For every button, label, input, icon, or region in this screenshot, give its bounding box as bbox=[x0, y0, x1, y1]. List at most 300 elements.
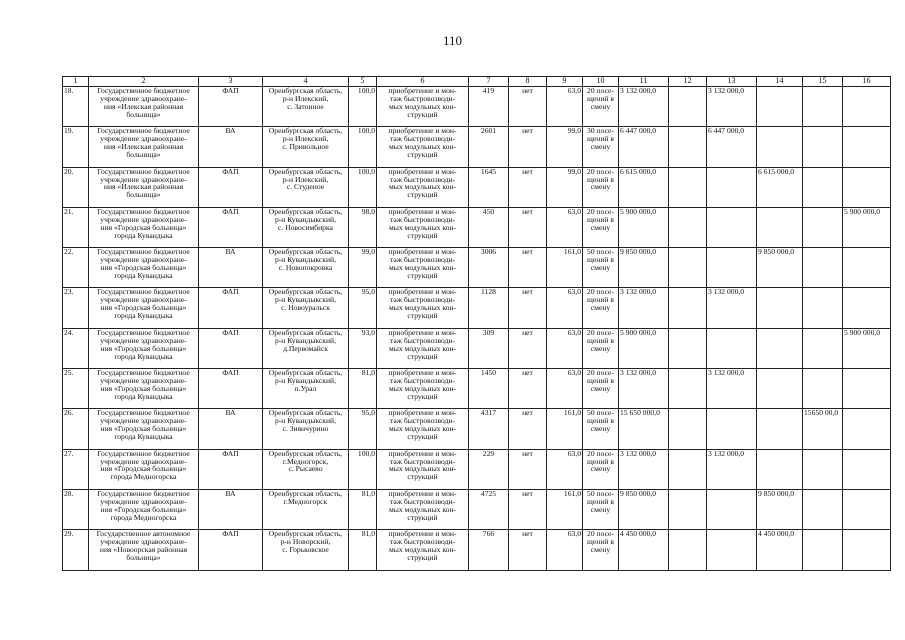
planned-action-line: таж быстровозводи- bbox=[389, 255, 456, 265]
amount-col-15 bbox=[803, 530, 843, 570]
amount-col-15: 15650 00,0 bbox=[803, 409, 843, 449]
facility-location bbox=[263, 167, 349, 207]
facility-type: ФАП bbox=[199, 369, 263, 409]
facility-location-line: р-н Кувандыкский, bbox=[274, 375, 337, 385]
capacity-line: 50 посе- bbox=[587, 489, 614, 498]
facility-location-line: Оренбургская область, bbox=[268, 287, 343, 297]
planned-action-line: мых модульных кон- bbox=[388, 263, 457, 272]
facility-location-line: р-н Илекский, bbox=[282, 134, 329, 144]
amount-col-15 bbox=[803, 449, 843, 489]
population: 309 bbox=[469, 328, 509, 368]
organization-name-line: ния «Городская больница» bbox=[100, 504, 187, 514]
availability: нет bbox=[509, 489, 547, 529]
amount-col-14 bbox=[757, 288, 803, 328]
capacity-line: 20 посе- bbox=[587, 167, 614, 176]
column-number-8: 8 bbox=[509, 77, 547, 87]
amount-col-12 bbox=[669, 369, 707, 409]
amount-col-14 bbox=[757, 127, 803, 167]
planned-action-line: струкций bbox=[407, 552, 438, 562]
organization-name bbox=[89, 489, 199, 529]
planned-action-line: струкций bbox=[407, 190, 438, 200]
capacity bbox=[583, 328, 619, 368]
capacity bbox=[583, 127, 619, 167]
organization-name bbox=[89, 288, 199, 328]
capacity-line: 20 посе- bbox=[587, 207, 614, 216]
planned-action-line: мых модульных кон- bbox=[388, 101, 457, 111]
page-number: 110 bbox=[442, 33, 463, 48]
organization-name-line: города Кувандыка bbox=[114, 230, 173, 240]
amount-col-12 bbox=[669, 409, 707, 449]
facility-location-line: с. Затонное bbox=[287, 101, 324, 111]
facility-location-line: с. Новопокровка bbox=[278, 263, 333, 272]
facility-location-line: Оренбургская область, bbox=[268, 247, 343, 257]
wear-percent: 100,0 bbox=[349, 127, 377, 167]
planned-action bbox=[377, 167, 469, 207]
facility-area: 63,0 bbox=[547, 328, 583, 368]
planned-action-line: мых модульных кон- bbox=[388, 464, 457, 474]
column-number-6: 6 bbox=[377, 77, 469, 87]
facility-location bbox=[263, 248, 349, 288]
amount-total: 6 615 000,0 bbox=[619, 167, 669, 207]
capacity-line: 30 посе- bbox=[587, 126, 614, 136]
capacity-line: щений в bbox=[587, 174, 614, 184]
planned-action-line: мых модульных кон- bbox=[388, 222, 457, 232]
population: 1645 bbox=[469, 167, 509, 207]
column-number-9: 9 bbox=[547, 77, 583, 87]
organization-name-line: учреждение здравоохране- bbox=[100, 335, 187, 345]
population: 4317 bbox=[469, 409, 509, 449]
planned-action-line: приобретение и мон- bbox=[388, 167, 457, 176]
organization-name-line: учреждение здравоохране- bbox=[100, 295, 187, 305]
planned-action-line: таж быстровозводи- bbox=[389, 335, 456, 345]
capacity-line: щений в bbox=[587, 375, 614, 385]
column-number-14: 14 bbox=[757, 77, 803, 87]
facility-location bbox=[263, 369, 349, 409]
organization-name-line: учреждение здравоохране- bbox=[100, 416, 187, 426]
facility-location bbox=[263, 288, 349, 328]
amount-col-14: 6 615 000,0 bbox=[757, 167, 803, 207]
table-row bbox=[63, 530, 891, 570]
capacity-line: смену bbox=[590, 383, 611, 393]
organization-name-line: ния «Илекская районная bbox=[103, 182, 184, 192]
facility-location bbox=[263, 530, 349, 570]
row-number: 21. bbox=[63, 207, 89, 247]
organization-name-line: Государственное бюджетное bbox=[97, 287, 190, 297]
organization-name-line: учреждение здравоохране- bbox=[100, 93, 187, 103]
capacity-line: смену bbox=[590, 343, 611, 353]
organization-name-line: больница» bbox=[126, 190, 161, 200]
planned-action-line: приобретение и мон- bbox=[388, 449, 457, 458]
facility-type: ВА bbox=[199, 489, 263, 529]
table-row bbox=[63, 449, 891, 489]
planned-action-line: мых модульных кон- bbox=[388, 343, 457, 353]
amount-col-16 bbox=[843, 87, 891, 127]
planned-action-line: струкций bbox=[407, 391, 438, 401]
capacity-line: смену bbox=[590, 222, 611, 232]
planned-action-line: приобретение и мон- bbox=[388, 328, 457, 337]
amount-total: 6 447 000,0 bbox=[619, 127, 669, 167]
planned-action bbox=[377, 87, 469, 127]
amount-col-12 bbox=[669, 248, 707, 288]
planned-action-line: струкций bbox=[407, 311, 438, 321]
amount-col-13 bbox=[707, 489, 757, 529]
facility-location-line: с. Зиянчурино bbox=[282, 424, 329, 434]
column-number-10: 10 bbox=[583, 77, 619, 87]
facility-area: 63,0 bbox=[547, 288, 583, 328]
capacity-line: щений в bbox=[587, 93, 614, 103]
organization-name-line: учреждение здравоохране- bbox=[100, 496, 187, 506]
amount-col-13 bbox=[707, 409, 757, 449]
population: 4725 bbox=[469, 489, 509, 529]
wear-percent: 93,0 bbox=[349, 328, 377, 368]
facility-location bbox=[263, 409, 349, 449]
availability: нет bbox=[509, 409, 547, 449]
facility-area: 161,0 bbox=[547, 489, 583, 529]
availability: нет bbox=[509, 207, 547, 247]
organization-name bbox=[89, 449, 199, 489]
planned-action-line: струкций bbox=[407, 432, 438, 442]
capacity-line: щений в bbox=[587, 214, 614, 224]
facility-type: ВА bbox=[199, 409, 263, 449]
capacity-line: щений в bbox=[587, 416, 614, 426]
amount-col-15 bbox=[803, 369, 843, 409]
table-row bbox=[63, 489, 891, 529]
amount-col-13: 3 132 000,0 bbox=[707, 369, 757, 409]
organization-name-line: ния «Городская больница» bbox=[100, 263, 187, 272]
amount-total: 15 650 000,0 bbox=[619, 409, 669, 449]
facility-location bbox=[263, 207, 349, 247]
wear-percent: 100,0 bbox=[349, 449, 377, 489]
population: 766 bbox=[469, 530, 509, 570]
organization-name-line: города Кувандыка bbox=[114, 391, 173, 401]
planned-action bbox=[377, 409, 469, 449]
facility-type: ВА bbox=[199, 248, 263, 288]
availability: нет bbox=[509, 449, 547, 489]
table-row bbox=[63, 87, 891, 127]
amount-total: 9 850 000,0 bbox=[619, 248, 669, 288]
table-row bbox=[63, 328, 891, 368]
capacity bbox=[583, 207, 619, 247]
availability: нет bbox=[509, 530, 547, 570]
amount-col-14 bbox=[757, 207, 803, 247]
capacity bbox=[583, 288, 619, 328]
column-number-5: 5 bbox=[349, 77, 377, 87]
facility-location-line: Оренбургская область, bbox=[268, 529, 343, 539]
amount-total: 5 900 000,0 bbox=[619, 328, 669, 368]
facility-location bbox=[263, 449, 349, 489]
facility-type: ФАП bbox=[199, 167, 263, 207]
organization-name-line: учреждение здравоохране- bbox=[100, 174, 187, 184]
capacity-line: смену bbox=[590, 464, 611, 474]
planned-action bbox=[377, 127, 469, 167]
availability: нет bbox=[509, 167, 547, 207]
planned-action-line: таж быстровозводи- bbox=[389, 456, 456, 466]
capacity-line: 50 посе- bbox=[587, 247, 614, 257]
planned-action bbox=[377, 449, 469, 489]
organization-name-line: ния «Городская больница» bbox=[100, 222, 187, 232]
capacity-line: 50 посе- bbox=[587, 408, 614, 418]
planned-action-line: таж быстровозводи- bbox=[389, 537, 456, 547]
capacity-line: 20 посе- bbox=[587, 328, 614, 337]
organization-name-line: ния «Городская больница» bbox=[100, 424, 187, 434]
amount-col-13: 3 132 000,0 bbox=[707, 288, 757, 328]
capacity-line: щений в bbox=[587, 295, 614, 305]
facility-location-line: Оренбургская область, bbox=[268, 449, 343, 458]
wear-percent: 81,0 bbox=[349, 489, 377, 529]
amount-col-14: 9 850 000,0 bbox=[757, 489, 803, 529]
facility-location-line: д.Первомайск bbox=[283, 343, 328, 353]
organization-name-line: города Кувандыка bbox=[114, 270, 173, 280]
amount-total: 3 132 000,0 bbox=[619, 449, 669, 489]
capacity-line: смену bbox=[590, 424, 611, 434]
amount-col-14 bbox=[757, 369, 803, 409]
amount-col-16 bbox=[843, 127, 891, 167]
facility-location-line: с. Новоуральск bbox=[281, 303, 330, 313]
amount-total: 3 132 000,0 bbox=[619, 369, 669, 409]
population: 2601 bbox=[469, 127, 509, 167]
facility-type: ФАП bbox=[199, 530, 263, 570]
organization-name-line: ния «Илекская районная bbox=[103, 101, 184, 111]
organization-name-line: Государственное бюджетное bbox=[97, 247, 190, 257]
capacity-line: 20 посе- bbox=[587, 449, 614, 458]
column-number-15: 15 bbox=[803, 77, 843, 87]
planned-action-line: таж быстровозводи- bbox=[389, 416, 456, 426]
capacity bbox=[583, 87, 619, 127]
wear-percent: 99,0 bbox=[349, 248, 377, 288]
availability: нет bbox=[509, 127, 547, 167]
planned-action-line: мых модульных кон- bbox=[388, 424, 457, 434]
planned-action-line: таж быстровозводи- bbox=[389, 214, 456, 224]
amount-col-13 bbox=[707, 328, 757, 368]
column-number-2: 2 bbox=[89, 77, 199, 87]
column-number-11: 11 bbox=[619, 77, 669, 87]
organization-name-line: города Медногорска bbox=[110, 472, 177, 482]
population: 3006 bbox=[469, 248, 509, 288]
facility-location bbox=[263, 489, 349, 529]
capacity-line: смену bbox=[590, 263, 611, 272]
planned-action-line: струкций bbox=[407, 109, 438, 119]
facility-location-line: Оренбургская область, bbox=[268, 489, 343, 498]
row-number: 19. bbox=[63, 127, 89, 167]
facility-location-line: п.Урал bbox=[294, 383, 317, 393]
amount-col-16 bbox=[843, 288, 891, 328]
organization-name-line: больница» bbox=[126, 150, 161, 160]
planned-action-line: струкций bbox=[407, 351, 438, 361]
planned-action bbox=[377, 207, 469, 247]
availability: нет bbox=[509, 328, 547, 368]
capacity-line: 20 посе- bbox=[587, 368, 614, 378]
planned-action-line: таж быстровозводи- bbox=[389, 295, 456, 305]
planned-action bbox=[377, 530, 469, 570]
column-number-12: 12 bbox=[669, 77, 707, 87]
capacity-line: щений в bbox=[587, 456, 614, 466]
organization-name-line: Государственное бюджетное bbox=[97, 126, 190, 136]
facility-location bbox=[263, 127, 349, 167]
planned-action-line: таж быстровозводи- bbox=[389, 375, 456, 385]
table-row bbox=[63, 248, 891, 288]
capacity-line: щений в bbox=[587, 134, 614, 144]
row-number: 22. bbox=[63, 248, 89, 288]
organization-name bbox=[89, 328, 199, 368]
amount-col-16 bbox=[843, 409, 891, 449]
planned-action-line: приобретение и мон- bbox=[388, 287, 457, 297]
wear-percent: 95,0 bbox=[349, 288, 377, 328]
organization-name bbox=[89, 167, 199, 207]
organization-name bbox=[89, 87, 199, 127]
planned-action-line: приобретение и мон- bbox=[388, 247, 457, 257]
organization-name-line: Государственное бюджетное bbox=[97, 207, 190, 216]
amount-col-16 bbox=[843, 369, 891, 409]
planned-action-line: приобретение и мон- bbox=[388, 86, 457, 95]
amount-col-16: 5 900 000,0 bbox=[843, 207, 891, 247]
planned-action bbox=[377, 288, 469, 328]
facility-location-line: с. Новосимбирка bbox=[278, 222, 333, 232]
wear-percent: 100,0 bbox=[349, 87, 377, 127]
amount-col-12 bbox=[669, 288, 707, 328]
capacity bbox=[583, 530, 619, 570]
organization-name-line: Государственное бюджетное bbox=[97, 86, 190, 95]
facility-location-line: с. Горьковское bbox=[282, 545, 329, 555]
availability: нет bbox=[509, 248, 547, 288]
amount-col-13 bbox=[707, 530, 757, 570]
column-number-1: 1 bbox=[63, 77, 89, 87]
facility-location-line: Оренбургская область, bbox=[268, 328, 343, 337]
facility-area: 63,0 bbox=[547, 87, 583, 127]
facility-location bbox=[263, 87, 349, 127]
column-number-3: 3 bbox=[199, 77, 263, 87]
facility-location-line: Оренбургская область, bbox=[268, 167, 343, 176]
table-row bbox=[63, 207, 891, 247]
row-number: 27. bbox=[63, 449, 89, 489]
availability: нет bbox=[509, 87, 547, 127]
organization-name-line: города Кувандыка bbox=[114, 311, 173, 321]
organization-name-line: учреждение здравоохране- bbox=[100, 255, 187, 265]
facility-area: 63,0 bbox=[547, 530, 583, 570]
facility-location-line: Оренбургская область, bbox=[268, 126, 343, 136]
capacity-line: 20 посе- bbox=[587, 529, 614, 539]
facility-location-line: с. Привольное bbox=[282, 142, 329, 152]
amount-total: 9 850 000,0 bbox=[619, 489, 669, 529]
amount-col-13 bbox=[707, 248, 757, 288]
organization-name-line: Государственное бюджетное bbox=[97, 328, 190, 337]
amount-col-12 bbox=[669, 328, 707, 368]
organization-name-line: учреждение здравоохране- bbox=[100, 214, 187, 224]
amount-col-13: 3 132 000,0 bbox=[707, 449, 757, 489]
facility-location-line: г.Медногорск, bbox=[282, 456, 329, 466]
amount-col-16 bbox=[843, 449, 891, 489]
organization-name-line: учреждение здравоохране- bbox=[100, 456, 187, 466]
organization-name-line: Государственное бюджетное bbox=[97, 368, 190, 378]
facility-location-line: р-н Кувандыкский, bbox=[274, 295, 337, 305]
capacity-line: 20 посе- bbox=[587, 287, 614, 297]
facility-location-line: р-н Кувандыкский, bbox=[274, 255, 337, 265]
amount-col-14 bbox=[757, 87, 803, 127]
planned-action-line: таж быстровозводи- bbox=[389, 93, 456, 103]
facility-area: 63,0 bbox=[547, 449, 583, 489]
capacity-line: смену bbox=[590, 545, 611, 555]
planned-action-line: мых модульных кон- bbox=[388, 303, 457, 313]
amount-col-15 bbox=[803, 167, 843, 207]
organization-name-line: учреждение здравоохране- bbox=[100, 134, 187, 144]
organization-name-line: больница» bbox=[126, 552, 161, 562]
amount-col-15 bbox=[803, 489, 843, 529]
organization-name-line: Государственное бюджетное bbox=[97, 449, 190, 458]
facility-location-line: р-н Илекский, bbox=[282, 93, 329, 103]
organization-name bbox=[89, 369, 199, 409]
planned-action-line: приобретение и мон- bbox=[388, 126, 457, 136]
amount-col-15 bbox=[803, 87, 843, 127]
amount-col-14 bbox=[757, 449, 803, 489]
organization-name-line: ния «Городская больница» bbox=[100, 303, 187, 313]
capacity-line: щений в bbox=[587, 255, 614, 265]
facility-location-line: р-н Кувандыкский, bbox=[274, 416, 337, 426]
table-row bbox=[63, 167, 891, 207]
amount-col-15 bbox=[803, 288, 843, 328]
organization-name bbox=[89, 207, 199, 247]
facility-location-line: Оренбургская область, bbox=[268, 86, 343, 95]
population: 1450 bbox=[469, 369, 509, 409]
organization-name bbox=[89, 530, 199, 570]
planned-action-line: струкций bbox=[407, 472, 438, 482]
facility-location-line: Оренбургская область, bbox=[268, 408, 343, 418]
amount-col-14: 4 450 000,0 bbox=[757, 530, 803, 570]
facility-area: 99,0 bbox=[547, 127, 583, 167]
organization-name-line: ния «Городская больница» bbox=[100, 383, 187, 393]
organization-name-line: ния «Илекская районная bbox=[103, 142, 184, 152]
planned-action bbox=[377, 328, 469, 368]
table-row bbox=[63, 288, 891, 328]
capacity-line: 20 посе- bbox=[587, 86, 614, 95]
amount-col-15 bbox=[803, 328, 843, 368]
capacity-line: щений в bbox=[587, 537, 614, 547]
planned-action-line: мых модульных кон- bbox=[388, 545, 457, 555]
population: 450 bbox=[469, 207, 509, 247]
population: 419 bbox=[469, 87, 509, 127]
capacity-line: щений в bbox=[587, 335, 614, 345]
population: 1128 bbox=[469, 288, 509, 328]
row-number: 18. bbox=[63, 87, 89, 127]
row-number: 23. bbox=[63, 288, 89, 328]
facility-area: 99,0 bbox=[547, 167, 583, 207]
planned-action-line: приобретение и мон- bbox=[388, 207, 457, 216]
planned-action-line: таж быстровозводи- bbox=[389, 496, 456, 506]
amount-col-12 bbox=[669, 87, 707, 127]
facility-location-line: с. Студеное bbox=[286, 182, 325, 192]
table-row bbox=[63, 369, 891, 409]
facility-type: ФАП bbox=[199, 288, 263, 328]
organization-name-line: больница» bbox=[126, 109, 161, 119]
facility-location-line: р-н Кувандыкский, bbox=[274, 335, 337, 345]
planned-action-line: мых модульных кон- bbox=[388, 182, 457, 192]
amount-col-13 bbox=[707, 207, 757, 247]
capacity bbox=[583, 409, 619, 449]
row-number: 24. bbox=[63, 328, 89, 368]
facility-location-line: с. Рысаево bbox=[288, 464, 323, 474]
planned-action-line: мых модульных кон- bbox=[388, 142, 457, 152]
facility-type: ФАП bbox=[199, 207, 263, 247]
row-number: 28. bbox=[63, 489, 89, 529]
planned-action bbox=[377, 489, 469, 529]
table-row bbox=[63, 409, 891, 449]
capacity-line: смену bbox=[590, 101, 611, 111]
organization-name bbox=[89, 248, 199, 288]
organization-name-line: Государственное бюджетное bbox=[97, 489, 190, 498]
facility-type: ФАП bbox=[199, 449, 263, 489]
availability: нет bbox=[509, 288, 547, 328]
amount-col-14 bbox=[757, 409, 803, 449]
table-row bbox=[63, 127, 891, 167]
planned-action-line: мых модульных кон- bbox=[388, 383, 457, 393]
